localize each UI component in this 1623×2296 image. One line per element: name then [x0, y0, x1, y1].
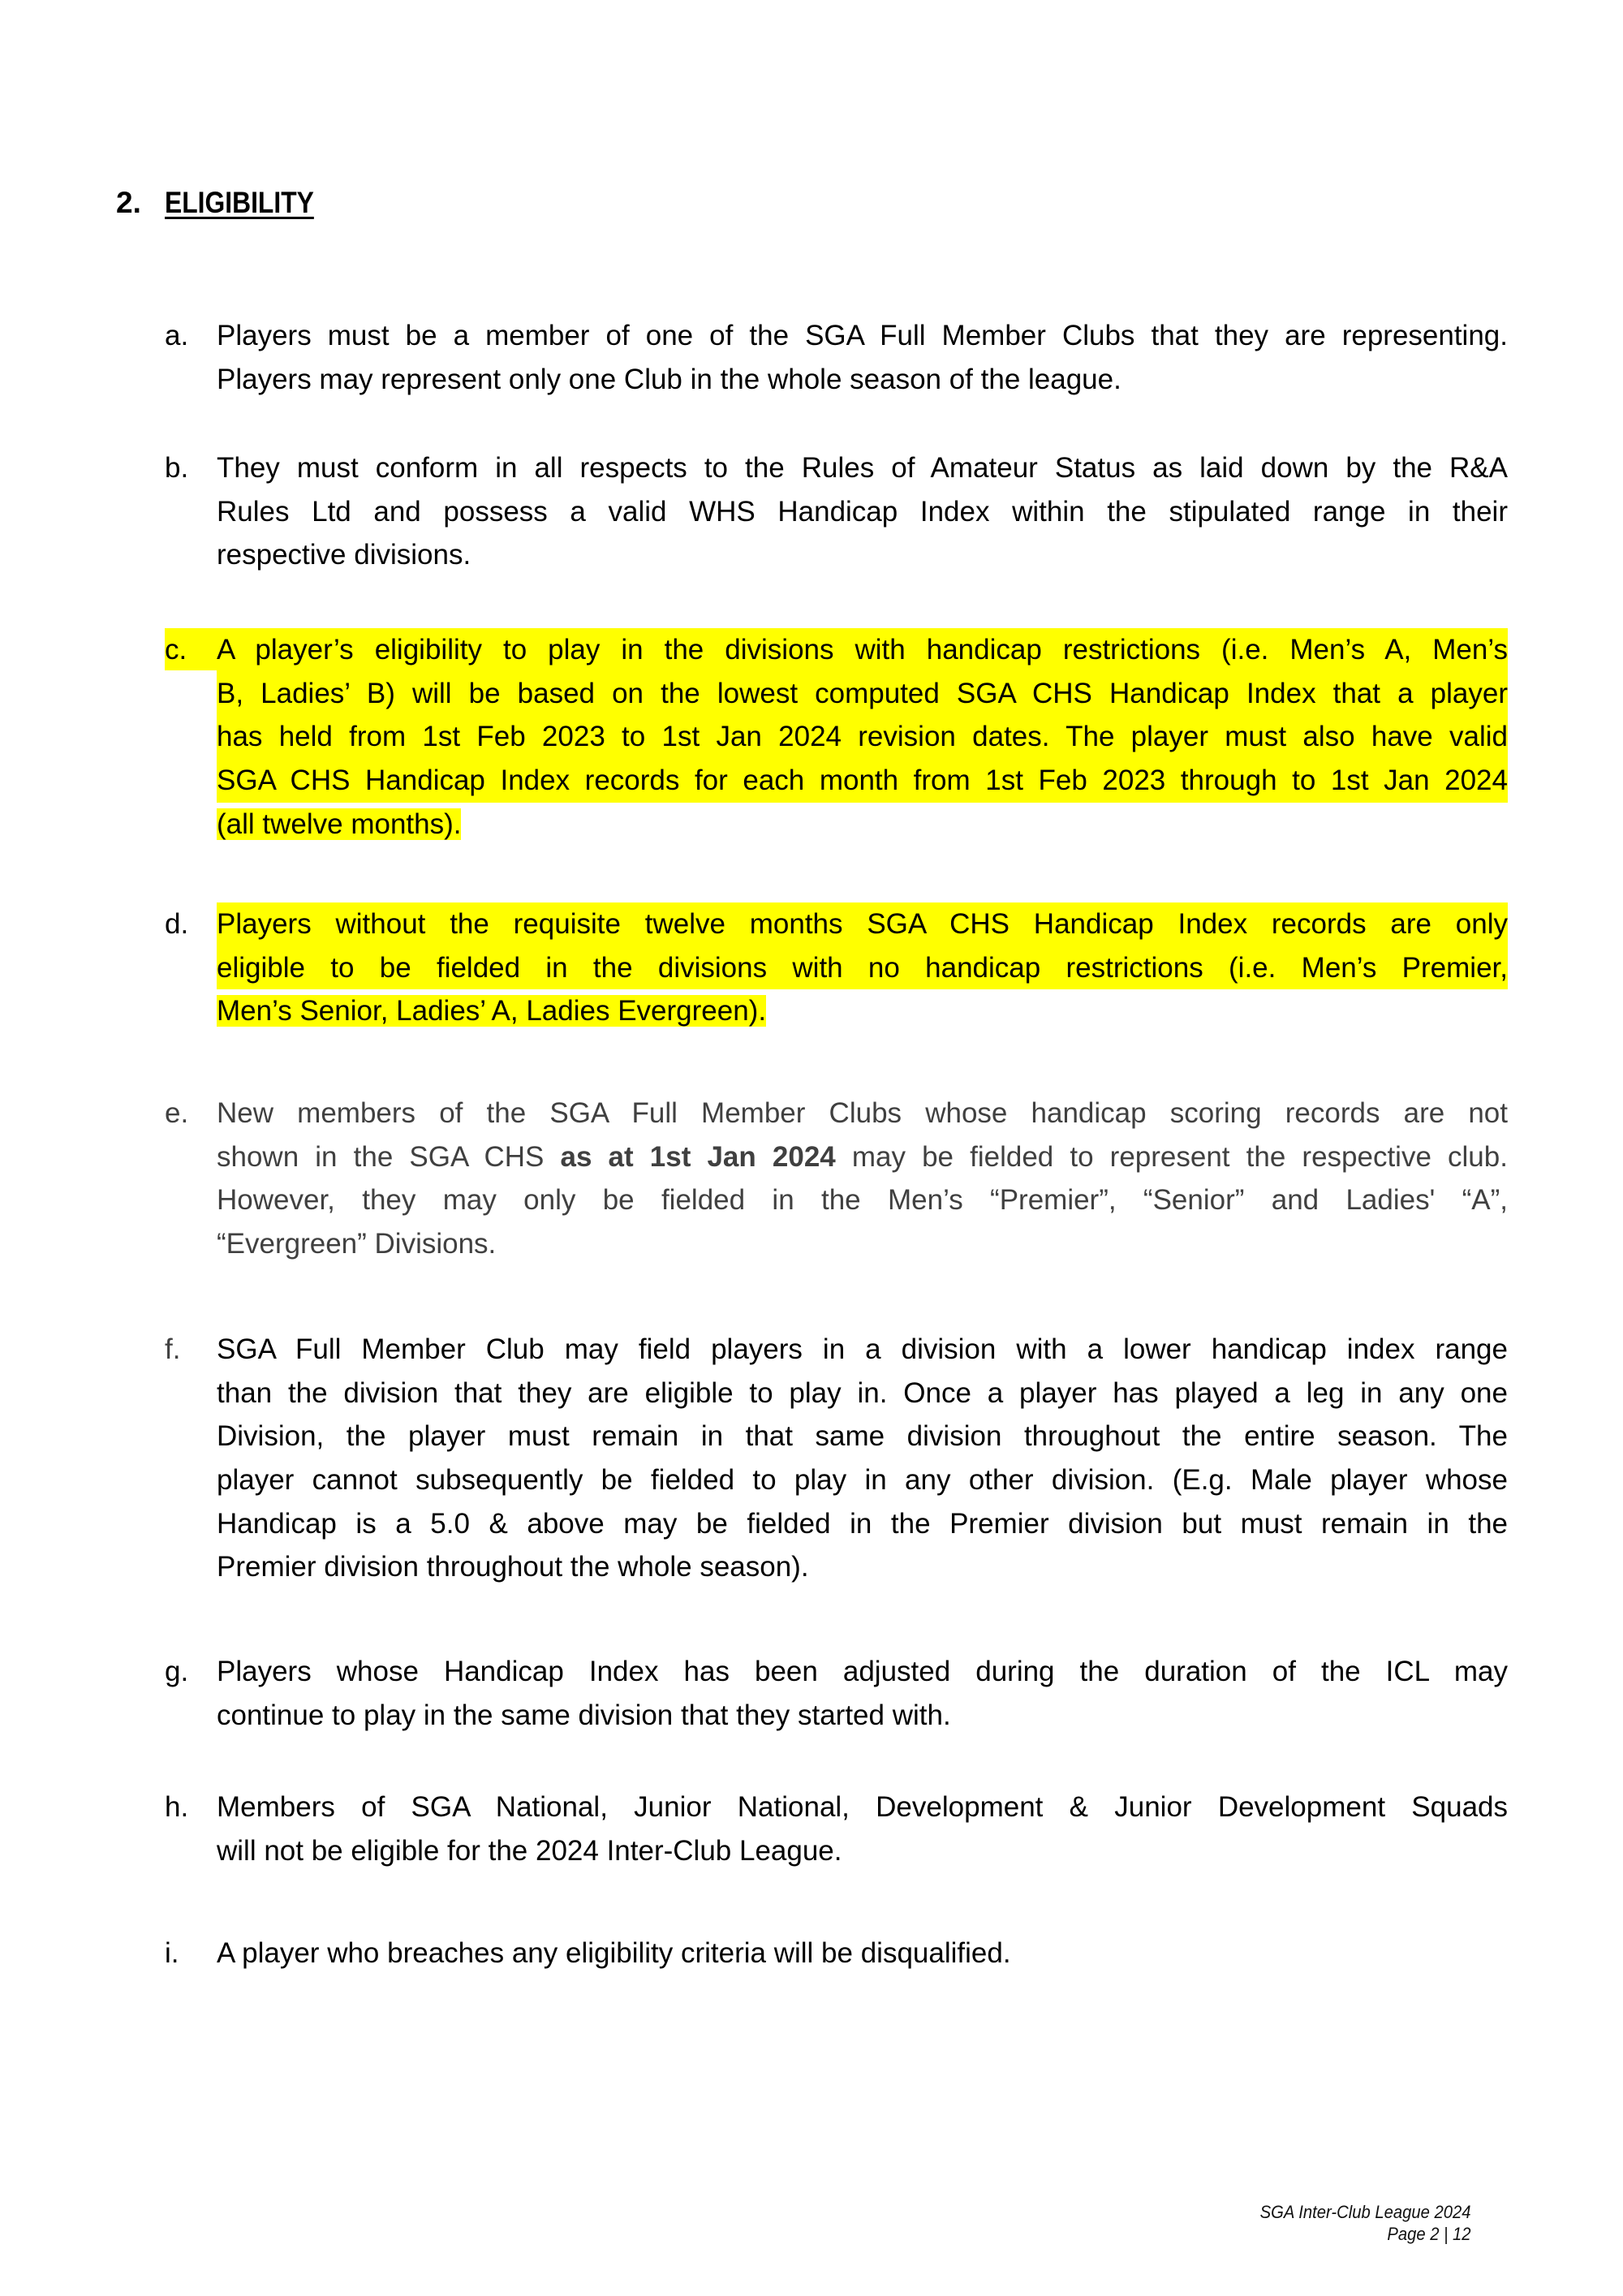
item-line: Premier division throughout the whole season).: [217, 1551, 809, 1583]
item-line: will not be eligible for the 2024 Inter-Club League.: [217, 1834, 842, 1867]
section-title: ELIGIBILITY: [165, 186, 314, 219]
item-body-highlighted: [217, 628, 1508, 846]
item-label: c.: [165, 628, 217, 670]
footer-title: SGA Inter-Club League 2024: [1260, 2202, 1471, 2222]
item-body: [217, 1092, 1508, 1266]
item-line: Players without the requisite twelve months SGA CHS Handicap Index records are only: [217, 902, 1508, 946]
item-label: i.: [165, 1937, 179, 1969]
item-line: [217, 803, 1508, 846]
page-number: Page 2 | 12: [1387, 2224, 1471, 2244]
item-line: Handicap is a 5.0 & above may be fielded in the Premier division but must remain in the: [217, 1507, 1508, 1540]
item-line-text: may be fielded to represent the respective club.: [851, 1140, 1508, 1173]
section-number: 2.: [116, 186, 141, 219]
item-line: [217, 989, 1508, 1033]
item-line: than the division that they are eligible to play in. Once a player has played a leg in any one: [217, 1376, 1508, 1409]
item-line: Players whose Handicap Index has been adjusted during the duration of the ICL may: [217, 1656, 1508, 1687]
item-line: Members of SGA National, Junior National, Development & Junior Development Squads: [217, 1791, 1508, 1823]
item-line: Players may represent only one Club in the whole season of the league.: [217, 363, 1121, 395]
item-line: A player who breaches any eligibility criteria will be disqualified.: [217, 1937, 1011, 1969]
item-label: d.: [165, 908, 189, 940]
item-line: respective divisions.: [217, 539, 471, 571]
item-label: e.: [165, 1097, 189, 1129]
item-line-text: shown in the SGA CHS: [217, 1140, 545, 1173]
page-footer: [1242, 2201, 1471, 2245]
item-line: SGA Full Member Club may field players in a division with a lower handicap index range: [217, 1333, 1508, 1365]
item-line: Rules Ltd and possess a valid WHS Handicap Index within the stipulated range in their: [217, 495, 1508, 528]
item-body: [217, 1328, 1508, 1589]
bold-date: as at 1st Jan 2024: [560, 1140, 836, 1173]
item-line: continue to play in the same division that they started with.: [217, 1699, 951, 1731]
item-line: has held from 1st Feb 2023 to 1st Jan 2024 revision dates. The player must also have valid: [217, 715, 1508, 759]
item-line: player cannot subsequently be fielded to play in any other division. (E.g. Male player whose: [217, 1464, 1508, 1497]
item-line-text: (all twelve months).: [217, 808, 462, 840]
item-line: SGA CHS Handicap Index records for each month from 1st Feb 2023 through to 1st Jan 2024: [217, 759, 1508, 803]
item-line: They must conform in all respects to the Rules of Amateur Status as laid down by the R&A: [217, 452, 1508, 484]
item-line: [217, 1135, 1508, 1179]
item-line: B, Ladies’ B) will be based on the lowest computed SGA CHS Handicap Index that a player: [217, 672, 1508, 716]
item-label: a.: [165, 320, 189, 351]
item-body: [217, 446, 1508, 577]
item-label: f.: [165, 1333, 181, 1365]
item-line: New members of the SGA Full Member Clubs whose handicap scoring records are not: [217, 1097, 1508, 1129]
item-line-text: Men’s Senior, Ladies’ A, Ladies Evergreen).: [217, 995, 767, 1027]
item-line: A player’s eligibility to play in the divisions with handicap restrictions (i.e. Men’s A, Men’s: [217, 628, 1508, 672]
item-body: [217, 314, 1508, 401]
item-label: h.: [165, 1791, 189, 1823]
item-body: [217, 1932, 1508, 1975]
item-line: However, they may only be fielded in the Men’s “Premier”, “Senior” and Ladies' “A”,: [217, 1184, 1508, 1217]
item-line: eligible to be fielded in the divisions with no handicap restrictions (i.e. Men’s Premier,: [217, 946, 1508, 990]
item-label: g.: [165, 1656, 189, 1687]
item-line: “Evergreen” Divisions.: [217, 1228, 497, 1260]
section-heading: [116, 185, 338, 221]
item-label: b.: [165, 452, 189, 484]
item-line: Division, the player must remain in that same division throughout the entire season. The: [217, 1420, 1508, 1453]
item-line: Players must be a member of one of the SGA Full Member Clubs that they are representing.: [217, 320, 1508, 351]
item-body: [217, 1650, 1508, 1737]
item-body-highlighted: [217, 902, 1508, 1033]
item-body: [217, 1786, 1508, 1872]
